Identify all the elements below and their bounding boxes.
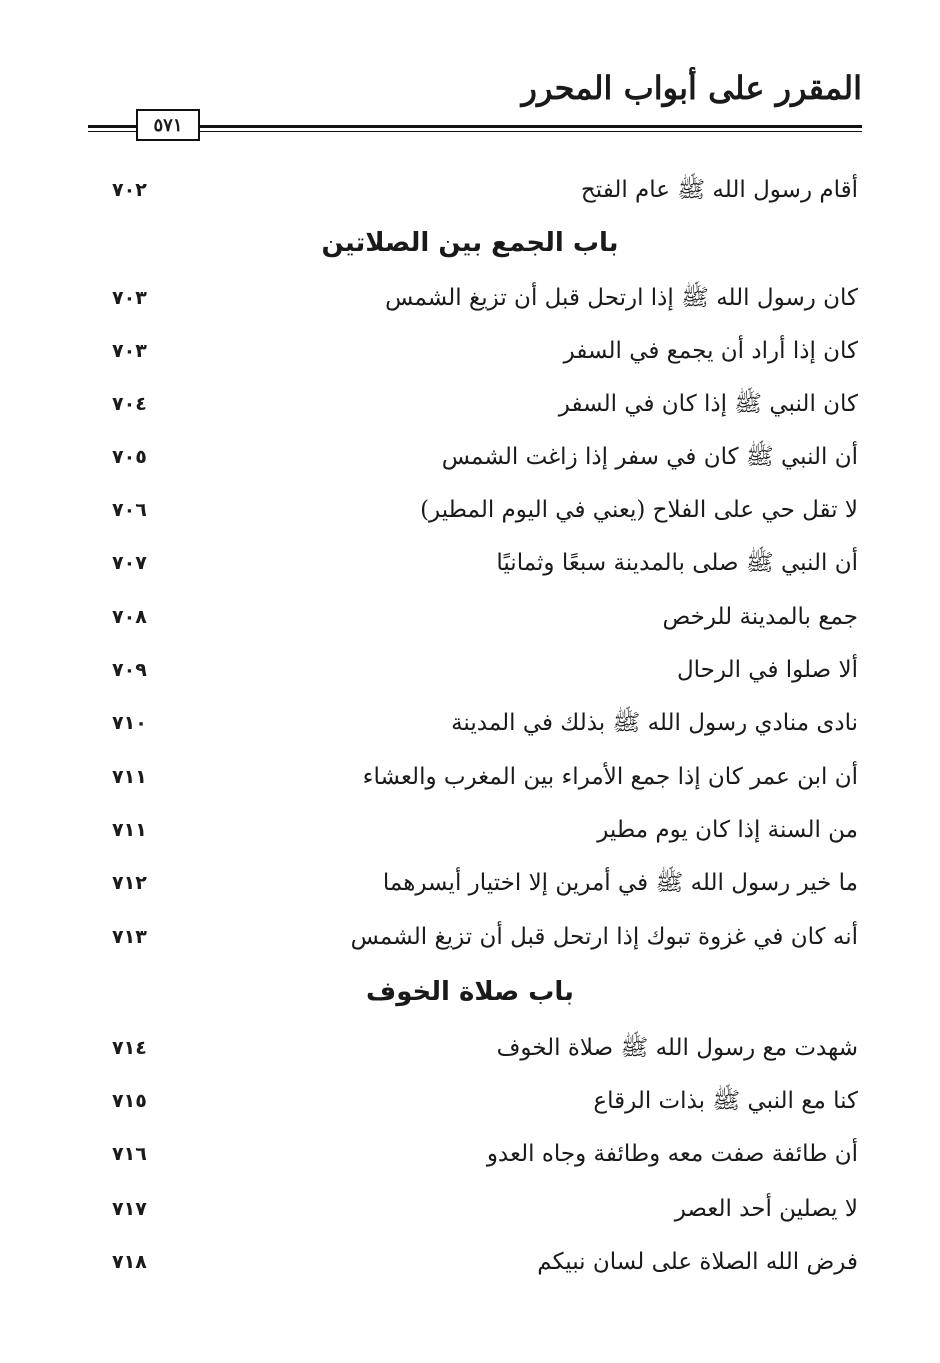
index-entry: [0, 543, 940, 583]
index-entry: [0, 437, 940, 477]
entry-text: شهدت مع رسول الله ﷺ صلاة الخوف: [496, 1035, 858, 1061]
index-entry: [0, 1134, 940, 1174]
index-entry: [0, 490, 940, 530]
entry-text: أن النبي ﷺ كان في سفر إذا زاغت الشمس: [441, 444, 858, 470]
index-entry: [0, 384, 940, 424]
entry-text: ألا صلوا في الرحال: [676, 657, 858, 683]
index-entry: [0, 917, 940, 957]
entry-page-number: ٧٠٤: [112, 393, 147, 415]
entry-text: لا يصلين أحد العصر: [674, 1196, 858, 1222]
entry-page-number: ٧١٨: [112, 1251, 147, 1273]
running-header-title: المقرر على أبواب المحرر: [521, 69, 862, 107]
entry-text: كنا مع النبي ﷺ بذات الرقاع: [593, 1088, 858, 1114]
index-entry: [0, 1081, 940, 1121]
page-number: ٥٧١: [136, 109, 200, 141]
entry-text: أن طائفة صفت معه وطائفة وجاه العدو: [486, 1141, 858, 1167]
entry-page-number: ٧١٧: [112, 1198, 147, 1220]
index-entry: [0, 170, 940, 210]
header-rule: [88, 125, 862, 128]
index-entry: [0, 703, 940, 743]
index-entry: [0, 1028, 940, 1068]
entry-text: أن ابن عمر كان إذا جمع الأمراء بين المغرب والعشاء: [362, 764, 858, 790]
index-entry: [0, 597, 940, 637]
entry-text: كان رسول الله ﷺ إذا ارتحل قبل أن تزيغ الشمس: [385, 285, 858, 311]
entry-text: كان النبي ﷺ إذا كان في السفر: [558, 391, 858, 417]
index-entry: [0, 863, 940, 903]
index-entry: [0, 1242, 940, 1282]
entry-text: أن النبي ﷺ صلى بالمدينة سبعًا وثمانيًا: [496, 550, 858, 576]
entry-text: ما خير رسول الله ﷺ في أمرين إلا اختيار أيسرهما: [382, 870, 858, 896]
entry-page-number: ٧١٥: [112, 1090, 147, 1112]
entry-page-number: ٧١٦: [112, 1143, 147, 1165]
entry-text: من السنة إذا كان يوم مطير: [597, 817, 858, 843]
index-entry: [0, 278, 940, 318]
section-heading: باب الجمع بين الصلاتين: [321, 228, 619, 258]
entry-page-number: ٧٠٩: [112, 659, 147, 681]
section-heading: باب صلاة الخوف: [366, 977, 574, 1007]
entry-page-number: ٧٠٦: [112, 499, 147, 521]
entry-text: نادى منادي رسول الله ﷺ بذلك في المدينة: [451, 710, 858, 736]
entry-page-number: ٧٠٢: [112, 179, 147, 201]
entry-text: فرض الله الصلاة على لسان نبيكم: [537, 1249, 858, 1275]
index-entry: [0, 757, 940, 797]
header-rule-thin: [88, 131, 862, 132]
index-entry: [0, 331, 940, 371]
index-entry: [0, 1189, 940, 1229]
entry-page-number: ٧٠٧: [112, 552, 147, 574]
entry-page-number: ٧١١: [112, 819, 147, 841]
entry-page-number: ٧١٤: [112, 1037, 147, 1059]
entry-text: أنه كان في غزوة تبوك إذا ارتحل قبل أن تزيغ الشمس: [350, 924, 858, 950]
entry-page-number: ٧١٢: [112, 872, 147, 894]
entry-page-number: ٧٠٨: [112, 606, 147, 628]
entry-page-number: ٧٠٣: [112, 340, 147, 362]
entry-page-number: ٧٠٣: [112, 287, 147, 309]
entry-text: أقام رسول الله ﷺ عام الفتح: [580, 177, 858, 203]
entry-page-number: ٧١١: [112, 766, 147, 788]
entry-page-number: ٧١٣: [112, 926, 147, 948]
entry-page-number: ٧١٠: [112, 712, 147, 734]
index-entry: [0, 810, 940, 850]
entry-page-number: ٧٠٥: [112, 446, 147, 468]
index-entry: [0, 650, 940, 690]
entry-text: جمع بالمدينة للرخص: [662, 604, 858, 630]
entry-text: كان إذا أراد أن يجمع في السفر: [563, 338, 858, 364]
entry-text: لا تقل حي على الفلاح (يعني في اليوم المطير): [420, 497, 858, 523]
